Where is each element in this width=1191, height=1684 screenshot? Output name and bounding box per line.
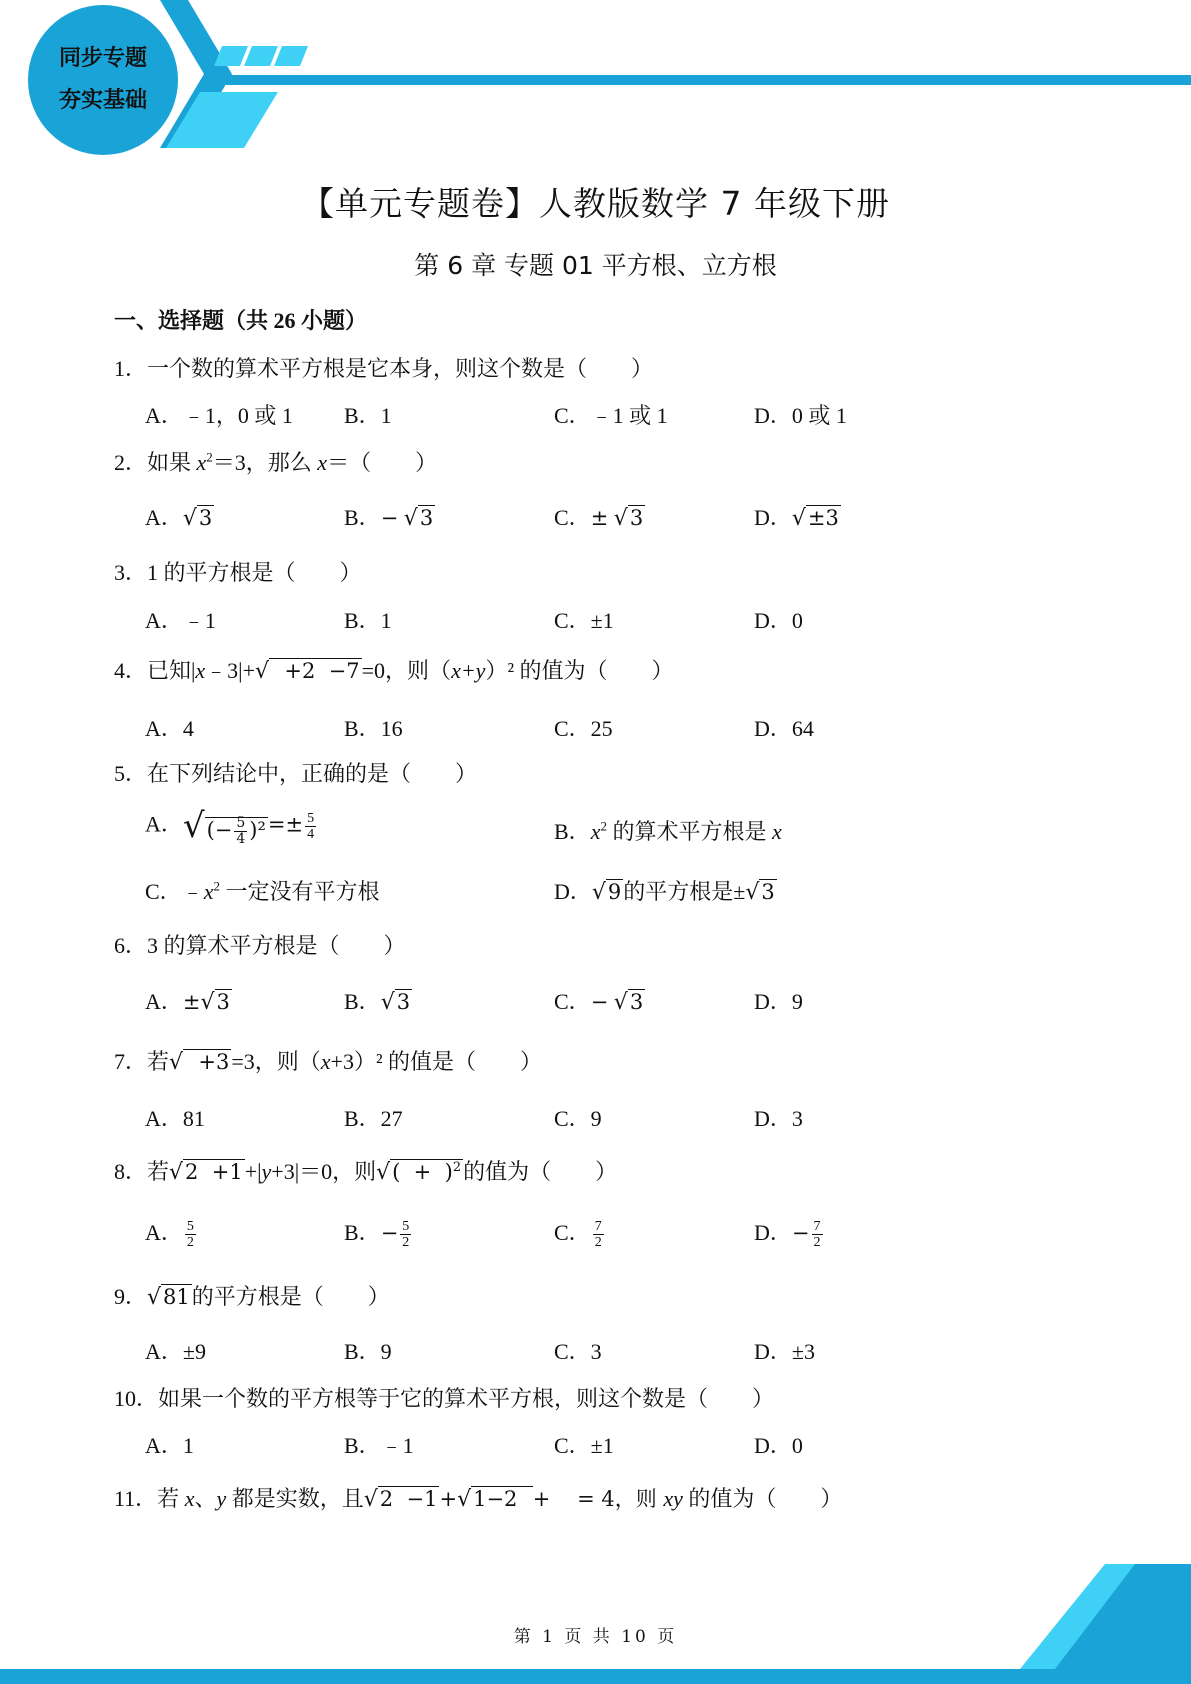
q2-option-d: D．√±3 — [754, 505, 839, 531]
q8-option-a: A． $\frac{5}{2}$ — [145, 1219, 194, 1251]
q7-option-d: D．3 — [754, 1106, 803, 1131]
q2-option-c: C．± √3 — [554, 505, 644, 531]
question-3: 3．1 的平方根是（ ） — [114, 560, 362, 585]
q3-option-c: C．±1 — [554, 608, 614, 633]
q7-option-c: C．9 — [554, 1106, 602, 1131]
q9-option-a: A．±9 — [145, 1339, 206, 1364]
q5-option-a: A．√(− $\frac{5}{4}$ )²=± $\frac{5}{4}$ — [145, 806, 315, 847]
q4-option-a: A．4 — [145, 716, 194, 741]
section-heading: 一、选择题（共 26 小题） — [114, 308, 368, 333]
q9-option-d: D．±3 — [754, 1339, 815, 1364]
q9-option-c: C．3 — [554, 1339, 602, 1364]
q3-option-b: B．1 — [344, 608, 392, 633]
question-8: 8．若√2 +1+|y+3|＝0，则√( + )$^2$的值为（ ） — [114, 1159, 618, 1185]
q3-option-a: A．﹣1 — [145, 608, 216, 633]
question-4: 4．已知|x﹣3|+√ +2 −7=0，则（x+y）² 的值为（ ） — [114, 658, 674, 684]
question-6: 6．3 的算术平方根是（ ） — [114, 933, 406, 958]
q6-option-b: B．√3 — [344, 989, 411, 1015]
q10-option-c: C．±1 — [554, 1433, 614, 1458]
badge-line-1: 同步专题 — [58, 46, 147, 71]
q2-option-a: A．√3 — [145, 505, 213, 531]
q1-option-b: B．1 — [344, 403, 392, 428]
q10-option-d: D．0 — [754, 1433, 803, 1458]
page-title: 【单元专题卷】人教版数学 7 年级下册 — [301, 184, 890, 223]
q1-option-d: D．0 或 1 — [754, 403, 847, 428]
q4-option-b: B．16 — [344, 716, 403, 741]
q6-option-c: C．− √3 — [554, 989, 644, 1015]
q8-option-c: C． $\frac{7}{2}$ — [554, 1219, 602, 1251]
q7-option-a: A．81 — [145, 1106, 205, 1131]
q1-option-a: A．﹣1，0 或 1 — [145, 403, 293, 428]
question-7: 7．若√ +3=3，则（x+3）² 的值是（ ） — [114, 1049, 543, 1075]
q5-option-d: D．√9的平方根是±√3 — [554, 879, 775, 905]
q2-option-b: B．− √3 — [344, 505, 434, 531]
page-number: 第 1 页 共 10 页 — [513, 1627, 678, 1647]
page-subtitle: 第 6 章 专题 01 平方根、立方根 — [414, 251, 777, 280]
q4-option-d: D．64 — [754, 716, 814, 741]
question-2: 2．如果 $x^2=3$，那么 x＝（ ） — [114, 449, 438, 475]
question-5: 5．在下列结论中，正确的是（ ） — [114, 761, 478, 786]
q6-option-d: D．9 — [754, 989, 803, 1014]
q9-option-b: B．9 — [344, 1339, 392, 1364]
question-10: 10．如果一个数的平方根等于它的算术平方根，则这个数是（ ） — [114, 1386, 775, 1411]
q5-option-c: C．$﹣x^2$ 一定没有平方根 — [145, 878, 380, 904]
question-1: 1．一个数的算术平方根是它本身，则这个数是（ ） — [114, 356, 654, 381]
q4-option-c: C．25 — [554, 716, 613, 741]
q8-option-d: D．− $\frac{7}{2}$ — [754, 1219, 821, 1251]
q8-option-b: B．− $\frac{5}{2}$ — [344, 1219, 410, 1251]
q6-option-a: A．±√3 — [145, 989, 230, 1015]
footer-decoration — [0, 1564, 1191, 1684]
header-decoration — [0, 0, 1191, 160]
q3-option-d: D．0 — [754, 608, 803, 633]
q1-option-c: C．﹣1 或 1 — [554, 403, 668, 428]
q10-option-a: A．1 — [145, 1433, 194, 1458]
badge-line-2: 夯实基础 — [58, 88, 147, 113]
topic-badge — [28, 5, 178, 155]
question-9: 9．√81的平方根是（ ） — [114, 1284, 390, 1310]
q10-option-b: B．﹣1 — [344, 1433, 414, 1458]
q5-option-b: B．$x^2$ 的算术平方根是 x — [554, 818, 782, 844]
q7-option-b: B．27 — [344, 1106, 403, 1131]
question-11: 11．若 x、y 都是实数，且√2 −1+√1−2 + = 4，则 xy 的值为（ ） — [114, 1486, 843, 1512]
